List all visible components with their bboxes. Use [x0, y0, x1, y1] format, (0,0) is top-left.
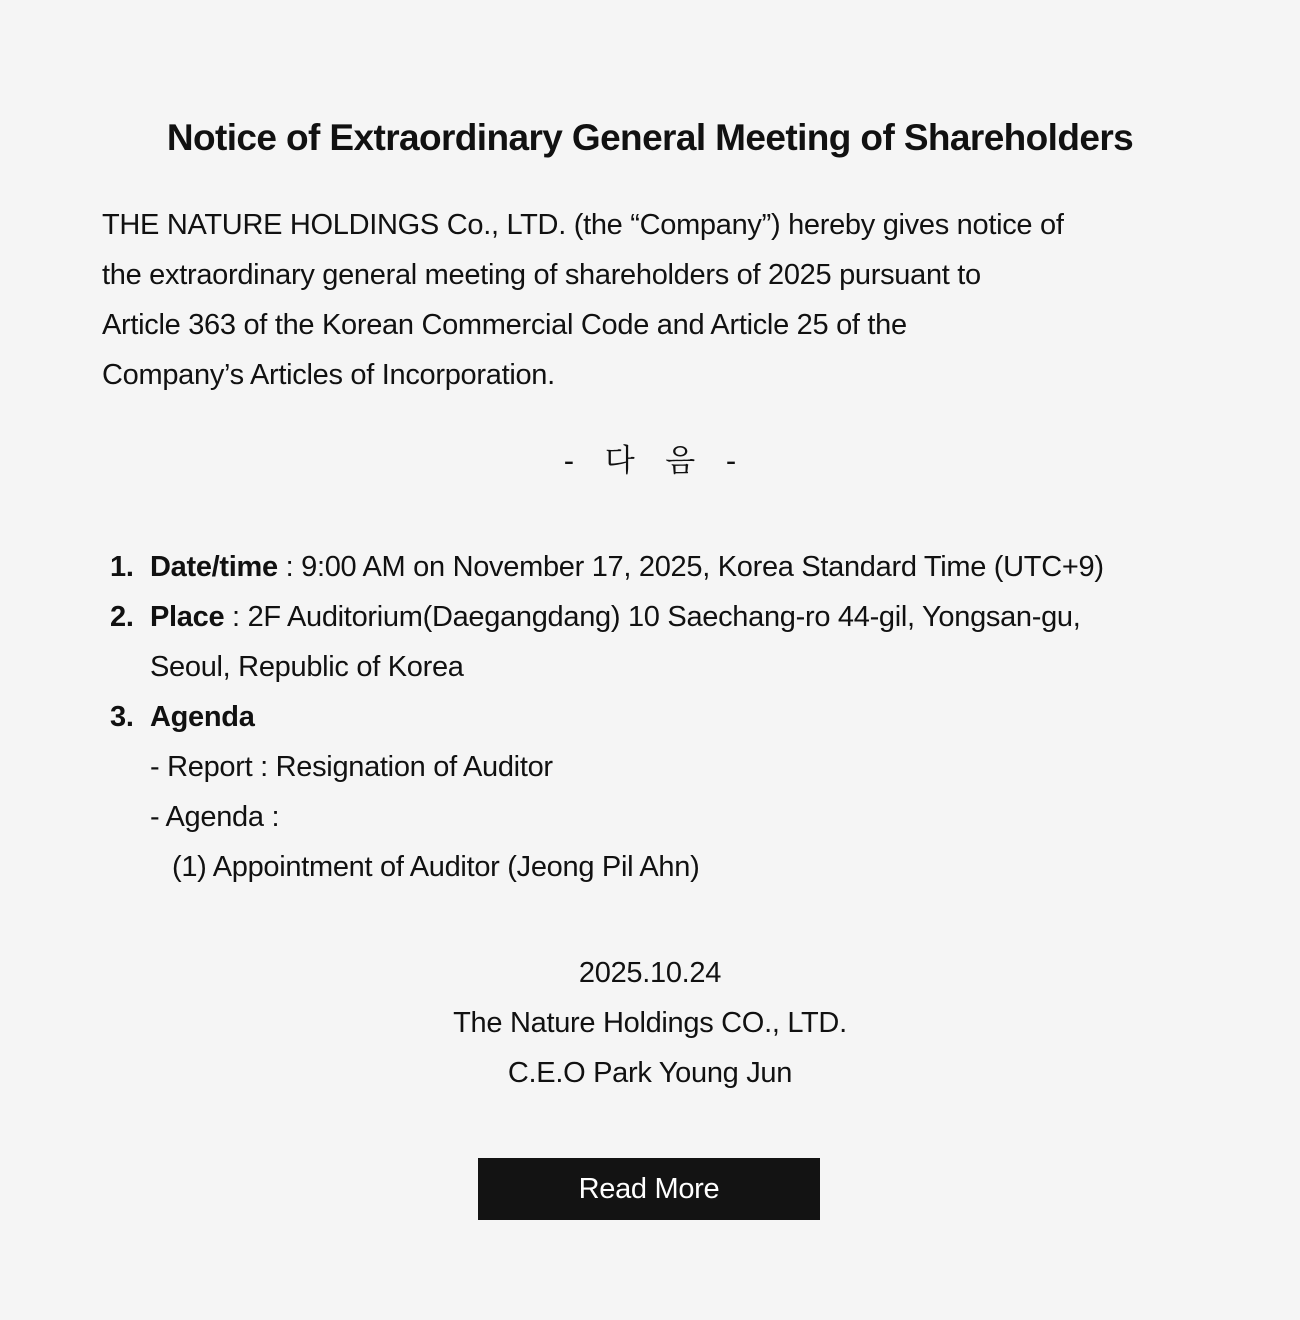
date-time-value: : 9:00 AM on November 17, 2025, Korea Standard Time (UTC+9)	[277, 551, 1104, 583]
date-time-label: Date/time	[150, 551, 278, 583]
company-name: The Nature Holdings CO., LTD.	[453, 1007, 847, 1039]
intro-line: THE NATURE HOLDINGS Co., LTD. (the “Company”) hereby gives notice of	[102, 209, 1064, 241]
item-number: 1.	[110, 551, 134, 583]
signature-block	[0, 948, 1300, 1098]
section-separator: - 다 음 -	[563, 443, 737, 478]
agenda-heading: - Agenda :	[150, 801, 280, 833]
meeting-details-list	[102, 542, 1222, 892]
notice-title: Notice of Extraordinary General Meeting of Shareholders	[166, 117, 1134, 158]
agenda-item: (1) Appointment of Auditor (Jeong Pil Ahn)	[172, 851, 700, 883]
place-value-line2: Seoul, Republic of Korea	[150, 651, 464, 683]
intro-line: the extraordinary general meeting of shareholders of 2025 pursuant to	[102, 259, 981, 291]
read-more-button[interactable]: Read More	[478, 1158, 820, 1220]
intro-line: Company’s Articles of Incorporation.	[102, 359, 555, 391]
place-label: Place	[150, 601, 225, 633]
place-value: : 2F Auditorium(Daegangdang) 10 Saechang-ro 44-gil, Yongsan-gu,	[224, 601, 1081, 633]
agenda-label: Agenda	[150, 701, 255, 733]
list-item-place	[102, 592, 1222, 642]
item-number: 2.	[110, 601, 134, 633]
intro-paragraph	[102, 200, 1202, 400]
place-continuation	[102, 642, 1222, 692]
notice-date: 2025.10.24	[578, 957, 722, 989]
agenda-report: - Report : Resignation of Auditor	[150, 751, 553, 783]
intro-line: Article 363 of the Korean Commercial Code and Article 25 of the	[102, 309, 907, 341]
ceo-name: C.E.O Park Young Jun	[507, 1057, 793, 1089]
list-item-date-time	[102, 542, 1222, 592]
list-item-agenda	[102, 692, 1222, 742]
item-number: 3.	[110, 701, 134, 733]
